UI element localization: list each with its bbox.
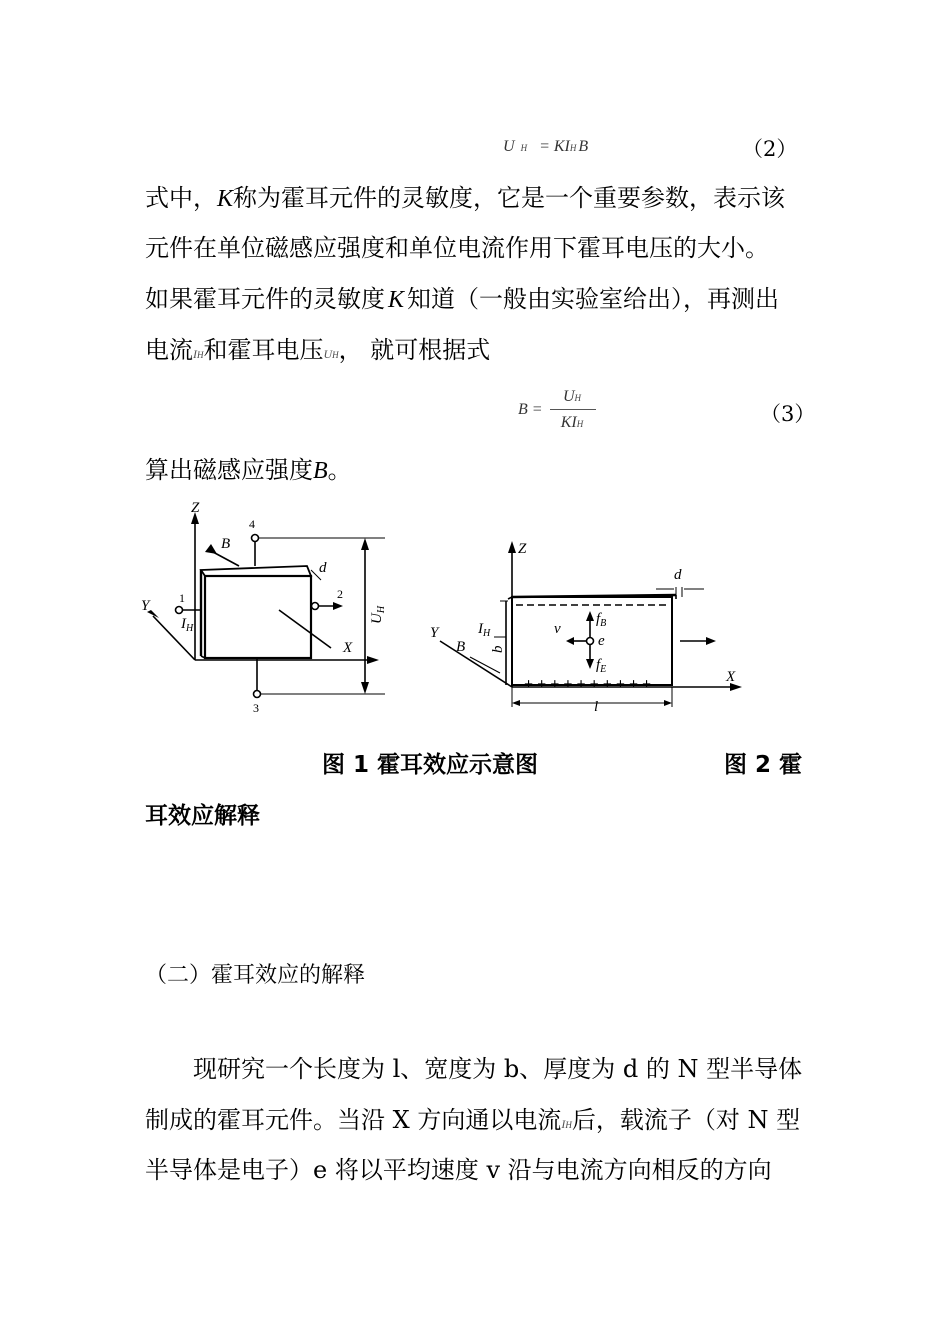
para1-line4: 电流IH和霍耳电压UH， 就可根据式 [145, 336, 491, 364]
fig2-label-ih: $I_H$ [478, 621, 491, 639]
para1-line1: 式中，K称为霍耳元件的灵敏度，它是一个重要参数，表示该 [145, 184, 786, 212]
eq2-rhs-a: = KI [539, 138, 570, 155]
var-b: B [313, 458, 328, 484]
fig2-label-fe: $f_E$ [596, 657, 607, 675]
fig1-label-1: 1 [179, 591, 185, 605]
figure-2-hall-effect-explanation [420, 535, 750, 715]
fig1-terminal-1 [176, 607, 183, 614]
fig2-label-width-b: b [490, 645, 506, 653]
var-ih: IH [561, 1117, 572, 1131]
fig2-label-z: Z [518, 541, 527, 557]
fig2-positive-charges: + + + + + + + + + + [524, 676, 652, 693]
fig1-label-uh: $U_H$ [369, 605, 387, 624]
para1-line2: 元件在单位磁感应强度和单位电流作用下霍耳电压的大小。 [145, 234, 769, 262]
fig2-label-fb: $f_B$ [596, 611, 607, 629]
eq2-lhs-sub: H [520, 143, 528, 153]
para1-line3: 如果霍耳元件的灵敏度 K 知道（一般由实验室给出），再测出 [145, 285, 780, 313]
fig1-label-d: d [319, 560, 327, 576]
para3-line1: 现研究一个长度为 l、宽度为 b、厚度为 d 的 N 型半导体 [193, 1055, 803, 1083]
fig2-label-d: d [674, 567, 682, 583]
fig1-label-x: X [343, 640, 353, 656]
fig1-label-y: Y [141, 598, 150, 614]
eq3-number: （3） [760, 402, 816, 426]
fig1-inner-line [279, 610, 331, 648]
var-k: K [388, 287, 405, 313]
fig1-terminal-3 [254, 691, 261, 698]
eq2-number: （2） [742, 137, 798, 161]
eq2-rhs-sub: H [569, 143, 577, 153]
fig1-b-arrow [213, 552, 239, 566]
figure-1-hall-effect-diagram [135, 500, 395, 720]
fig2-label-y: Y [430, 625, 439, 641]
fig1-label-2: 2 [337, 587, 343, 601]
fig1-terminal-2 [312, 603, 319, 610]
fig2-electron [587, 638, 594, 645]
var-ih: IH [193, 347, 204, 361]
fig1-label-ih: $I_H$ [181, 616, 194, 634]
eq3-lhs: B = [518, 401, 543, 418]
figure-2-caption-part1: 图 2 霍 [724, 752, 803, 778]
eq2-rhs-b: B [578, 138, 589, 155]
equation-2 [503, 138, 588, 156]
fig2-label-v: v [554, 621, 561, 637]
fig1-terminal-4 [252, 535, 259, 542]
fig2-label-x: X [726, 669, 736, 685]
fig1-label-b: B [221, 536, 231, 552]
eq3-fraction-bar [550, 409, 596, 410]
section-title: （二）霍耳效应的解释 [145, 963, 366, 988]
eq3-numerator: UH [562, 388, 582, 405]
var-k: K [217, 186, 234, 212]
fig1-label-z: Z [191, 500, 200, 516]
fig1-hall-element-front [205, 576, 311, 658]
fig1-hall-element-top [201, 566, 311, 576]
figure-2-caption-part2: 耳效应解释 [145, 803, 260, 829]
fig1-label-3: 3 [253, 701, 259, 715]
eq3-denominator: KIH [560, 414, 584, 431]
fig2-label-b: B [456, 639, 466, 655]
fig1-label-4: 4 [249, 517, 255, 531]
para3-line2: 制成的霍耳元件。当沿 X 方向通以电流IH后，载流子（对 N 型 [145, 1106, 801, 1134]
var-uh: UH [323, 347, 339, 361]
para3-line3: 半导体是电子）e 将以平均速度 v 沿与电流方向相反的方向 [145, 1156, 772, 1184]
fig2-label-l: l [594, 699, 599, 715]
eq2-lhs: U [503, 138, 515, 155]
para2: 算出磁感应强度B。 [145, 456, 352, 484]
fig2-label-e: e [598, 633, 605, 649]
figure-1-caption: 图 1 霍耳效应示意图 [322, 752, 539, 778]
